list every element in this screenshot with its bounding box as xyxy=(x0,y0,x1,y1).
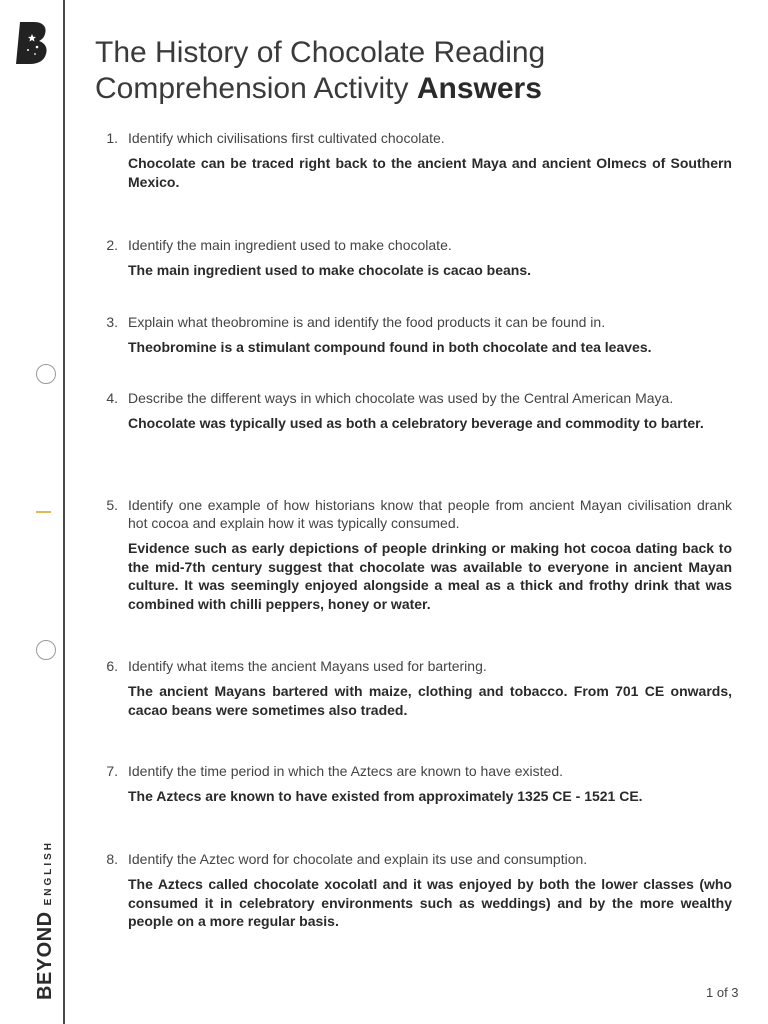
question-item xyxy=(100,657,732,719)
question-text: Describe the different ways in which chocolate was used by the Central American Maya. xyxy=(128,390,674,406)
answer-text: The Aztecs are known to have existed from approximately 1325 CE - 1521 CE. xyxy=(128,788,643,804)
question-number: 6. xyxy=(106,658,118,674)
question-number: 4. xyxy=(106,390,118,406)
title-emphasis: Answers xyxy=(416,72,542,105)
fold-mark xyxy=(36,511,51,513)
answer-text: The ancient Mayans bartered with maize, clothing and tobacco. From 701 CE onwards, cacao beans were sometimes also traded. xyxy=(128,683,732,718)
question-number: 7. xyxy=(106,763,118,779)
margin-line xyxy=(63,0,65,1024)
question-number: 2. xyxy=(106,237,118,253)
question-item xyxy=(100,496,732,613)
question-number: 8. xyxy=(106,851,118,867)
question-text: Identify what items the ancient Mayans used for bartering. xyxy=(128,658,487,674)
question-text: Explain what theobromine is and identify the food products it can be found in. xyxy=(128,314,606,330)
answer-text: The main ingredient used to make chocolate is cacao beans. xyxy=(128,262,532,278)
question-text: Identify the time period in which the Aztecs are known to have existed. xyxy=(128,763,564,779)
question-number: 1. xyxy=(106,130,118,146)
binder-hole-bottom xyxy=(36,640,56,660)
question-item xyxy=(100,313,732,357)
brand-wordmark xyxy=(34,840,57,1000)
question-item xyxy=(100,850,732,931)
answer-text: Theobromine is a stimulant compound found in both chocolate and tea leaves. xyxy=(128,339,652,355)
question-text: Identify which civilisations first cultivated chocolate. xyxy=(128,130,445,146)
question-item xyxy=(100,236,732,280)
question-text: Identify the Aztec word for chocolate and explain its use and consumption. xyxy=(128,851,588,867)
answer-text: Chocolate was typically used as both a celebratory beverage and commodity to barter. xyxy=(128,415,704,431)
title-main: The History of Chocolate Reading Comprehension Activity xyxy=(95,36,546,105)
brand-name: BEYOND xyxy=(34,911,56,1000)
page-title xyxy=(95,35,735,107)
beyond-logo-icon xyxy=(16,22,50,64)
question-item xyxy=(100,129,732,191)
question-item xyxy=(100,389,732,433)
question-text: Identify one example of how historians know that people from ancient Mayan civilisation drank hot cocoa and explain how it was typically consumed. xyxy=(128,497,732,531)
binder-hole-top xyxy=(36,364,56,384)
question-number: 5. xyxy=(106,497,118,513)
page-number: 1 of 3 xyxy=(706,985,739,1000)
answer-text: Chocolate can be traced right back to the ancient Maya and ancient Olmecs of Southern Mexico. xyxy=(128,155,732,190)
answer-text: Evidence such as early depictions of people drinking or making hot cocoa dating back to the mid-7th century suggest that chocolate was available to everyone in ancient Mayan culture. It was seemingly enjoyed alongside a meal as a thick and frothy drink that was combined with chilli peppers, honey or water. xyxy=(128,540,732,612)
question-item xyxy=(100,762,732,806)
answer-text: The Aztecs called chocolate xocolatl and it was enjoyed by both the lower classes (who consumed it in celebratory environments such as weddings) and by the more wealthy people on a more regular basis. xyxy=(128,876,732,929)
question-number: 3. xyxy=(106,314,118,330)
brand-sub: ENGLISH xyxy=(43,839,54,906)
question-text: Identify the main ingredient used to make chocolate. xyxy=(128,237,452,253)
